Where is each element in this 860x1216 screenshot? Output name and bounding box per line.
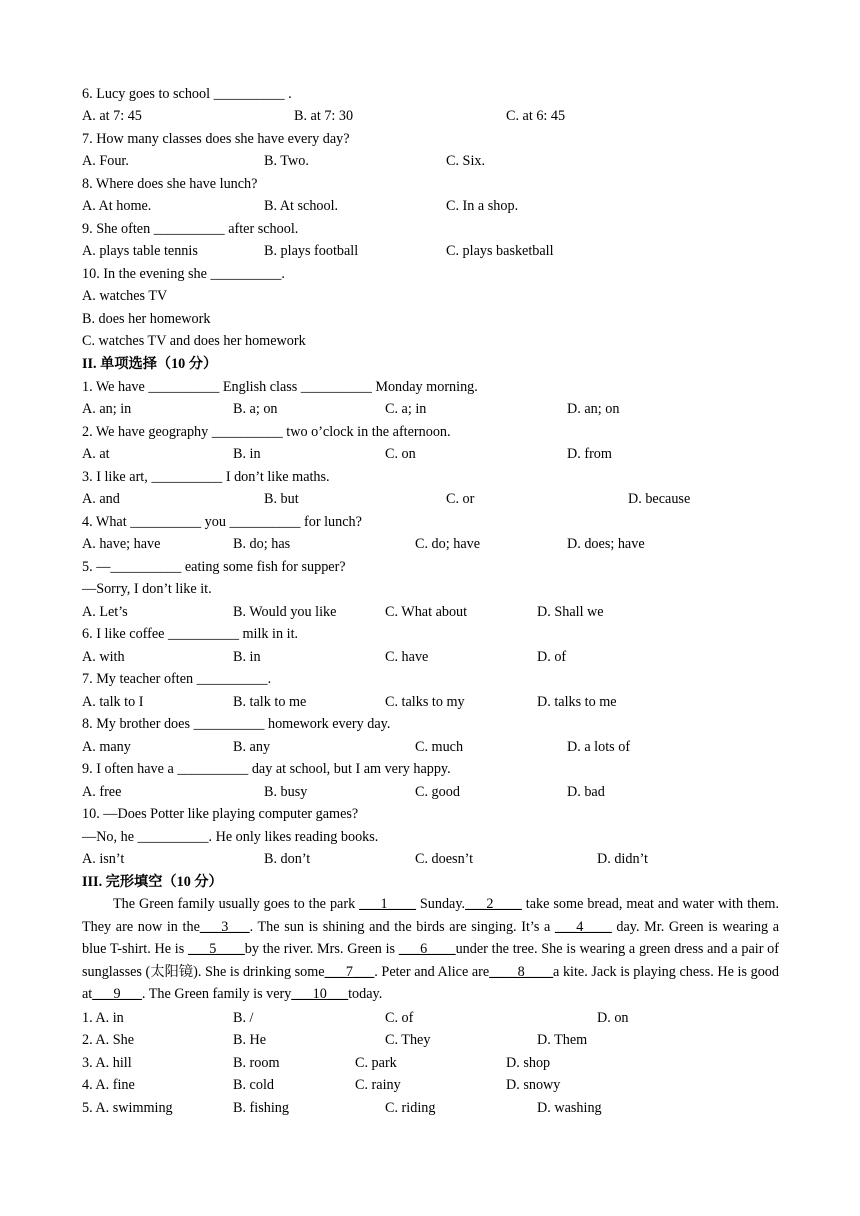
answer-option: B. fishing xyxy=(233,1100,289,1116)
answer-option: D. on xyxy=(597,1010,629,1026)
answer-option: D. talks to me xyxy=(537,694,617,710)
answer-option: 4. A. fine xyxy=(82,1077,135,1093)
answer-option: D. from xyxy=(567,446,612,462)
answer-option: B. busy xyxy=(264,784,308,800)
answer-option: D. an; on xyxy=(567,401,620,417)
answer-option: 5. A. swimming xyxy=(82,1100,173,1116)
question-text: 9. She often __________ after school. xyxy=(82,221,299,237)
answer-option: A. free xyxy=(82,784,122,800)
answer-option: B. / xyxy=(233,1010,254,1026)
answer-option: B. at 7: 30 xyxy=(294,108,354,124)
blank: ___2____ xyxy=(465,896,522,912)
answer-option: B. Two. xyxy=(264,153,309,169)
answer-option: C. doesn’t xyxy=(415,851,474,867)
answer-option: A. at xyxy=(82,446,110,462)
question-text: 6. I like coffee __________ milk in it. xyxy=(82,626,299,642)
answer-option: C. of xyxy=(385,1010,414,1026)
answer-option: A. at 7: 45 xyxy=(82,108,142,124)
answer-option: C. on xyxy=(385,446,416,462)
question-text: 9. I often have a __________ day at school, but I am very happy. xyxy=(82,761,451,777)
answer-option: D. of xyxy=(537,649,567,665)
question-text: 7. How many classes does she have every day? xyxy=(82,131,350,147)
question-text: 7. My teacher often __________. xyxy=(82,671,272,687)
answer-option: C. They xyxy=(385,1032,431,1048)
question-text: 8. Where does she have lunch? xyxy=(82,176,258,192)
answer-option: A. isn’t xyxy=(82,851,125,867)
question-text: 3. I like art, __________ I don’t like maths. xyxy=(82,469,330,485)
answer-option: 3. A. hill xyxy=(82,1055,132,1071)
passage-text: . The sun is shining and the birds are singing. It’s a xyxy=(249,918,555,935)
answer-option: D. a lots of xyxy=(567,739,631,755)
question-text: 4. What __________ you __________ for lunch? xyxy=(82,514,362,530)
passage-text: . The Green family is very xyxy=(141,986,292,1003)
answer-option: C. a; in xyxy=(385,401,427,417)
answer-option: B. At school. xyxy=(264,198,339,214)
answer-option: B. but xyxy=(264,491,299,507)
passage-text: a kite. Jack is playing chess. He is good at xyxy=(82,963,779,1003)
answer-option: C. plays basketball xyxy=(446,243,554,259)
passage-text: Sunday. xyxy=(415,896,466,912)
answer-option: B. in xyxy=(233,649,261,665)
answer-option: B. don’t xyxy=(264,851,311,867)
answer-option: D. shop xyxy=(506,1055,551,1071)
question-text: 2. We have geography __________ two o’clock in the afternoon. xyxy=(82,424,451,440)
answer-option: 1. A. in xyxy=(82,1010,124,1026)
answer-option: D. Shall we xyxy=(537,604,604,620)
answer-option: C. What about xyxy=(385,604,468,620)
answer-option: B. plays football xyxy=(264,243,359,259)
answer-option: B. do; has xyxy=(233,536,291,552)
answer-option: B. does her homework xyxy=(82,311,211,327)
question-text: 10. —Does Potter like playing computer games? xyxy=(82,806,359,822)
answer-option: B. cold xyxy=(233,1077,274,1093)
blank: ___9___ xyxy=(92,986,142,1003)
answer-option: C. do; have xyxy=(415,536,481,552)
passage-text: The Green family usually goes to the park xyxy=(113,896,360,912)
answer-option: A. Let’s xyxy=(82,604,128,620)
answer-option: D. does; have xyxy=(567,536,645,552)
blank: ___6____ xyxy=(398,941,456,958)
answer-option: D. didn’t xyxy=(597,851,648,867)
question-text: 8. My brother does __________ homework every day. xyxy=(82,716,391,732)
answer-option: A. watches TV xyxy=(82,288,168,304)
answer-option: C. talks to my xyxy=(385,694,465,710)
section-heading: III. 完形填空（10 分） xyxy=(82,874,223,890)
question-text: 6. Lucy goes to school __________ . xyxy=(82,86,292,102)
answer-option: D. snowy xyxy=(506,1077,561,1093)
answer-option: D. bad xyxy=(567,784,605,800)
answer-option: A. many xyxy=(82,739,131,755)
question-text: 5. —__________ eating some fish for supper? xyxy=(82,559,346,575)
question-text: —Sorry, I don’t like it. xyxy=(82,581,212,597)
answer-option: B. He xyxy=(233,1032,267,1048)
answer-option: A. with xyxy=(82,649,125,665)
answer-option: C. much xyxy=(415,739,464,755)
answer-option: A. and xyxy=(82,491,120,507)
blank: ___3___ xyxy=(199,918,250,935)
passage-text: day. Mr. Green is wearing a blue T-shirt. He is xyxy=(82,918,780,958)
answer-option: D. washing xyxy=(537,1100,602,1116)
passage-text: take some bread, meat and water with them. They are now in the xyxy=(82,896,779,935)
answer-option: D. Them xyxy=(537,1032,588,1048)
answer-option: A. plays table tennis xyxy=(82,243,198,259)
answer-option: C. In a shop. xyxy=(446,198,519,214)
blank: ___1____ xyxy=(359,896,416,912)
answer-option: C. park xyxy=(355,1055,397,1071)
blank: ___5____ xyxy=(188,941,245,958)
answer-option: C. rainy xyxy=(355,1077,401,1093)
answer-option: B. Would you like xyxy=(233,604,337,620)
passage-text: . Peter and Alice are xyxy=(374,963,490,980)
answer-option: B. a; on xyxy=(233,401,278,417)
answer-option: C. watches TV and does her homework xyxy=(82,333,306,349)
answer-option: C. riding xyxy=(385,1100,436,1116)
passage-text: under the tree. She is wearing a green dress and a pair of sunglasses (太阳镜). She is drinking some xyxy=(82,941,779,980)
answer-option: C. Six. xyxy=(446,153,486,169)
answer-option: A. Four. xyxy=(82,153,129,169)
answer-option: A. an; in xyxy=(82,401,132,417)
question-text: —No, he __________. He only likes reading books. xyxy=(82,829,379,845)
blank: ____8____ xyxy=(489,963,554,980)
answer-option: B. any xyxy=(233,739,271,755)
answer-option: 2. A. She xyxy=(82,1032,135,1048)
answer-option: A. have; have xyxy=(82,536,161,552)
answer-option: C. good xyxy=(415,784,460,800)
passage-text: today. xyxy=(348,986,383,1003)
blank: ___7___ xyxy=(324,963,375,980)
cloze-passage xyxy=(82,893,779,1006)
answer-option: C. or xyxy=(446,491,475,507)
blank: ___4____ xyxy=(555,918,612,935)
answer-option: D. because xyxy=(628,491,691,507)
answer-option: A. talk to I xyxy=(82,694,144,710)
answer-option: B. in xyxy=(233,446,261,462)
blank: ___10___ xyxy=(291,986,349,1003)
answer-option: B. room xyxy=(233,1055,280,1071)
question-text: 10. In the evening she __________. xyxy=(82,266,285,282)
answer-option: B. talk to me xyxy=(233,694,307,710)
answer-option: C. have xyxy=(385,649,429,665)
passage-text: by the river. Mrs. Green is xyxy=(244,941,399,958)
answer-option: A. At home. xyxy=(82,198,152,214)
question-text: 1. We have __________ English class __________ Monday morning. xyxy=(82,379,478,395)
answer-option: C. at 6: 45 xyxy=(506,108,566,124)
section-heading: II. 单项选择（10 分） xyxy=(82,356,218,372)
